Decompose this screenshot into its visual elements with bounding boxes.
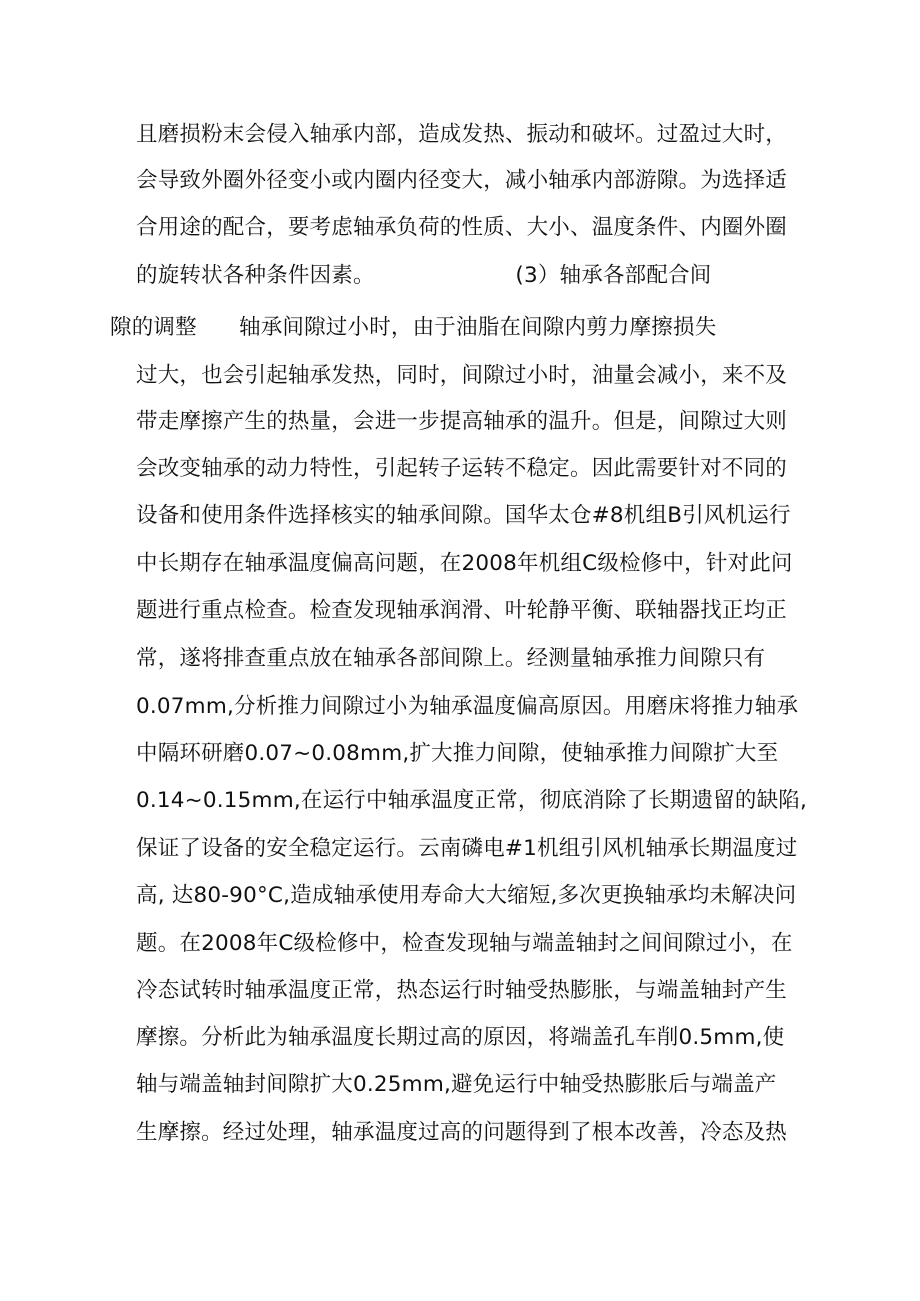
text-line-12: 常，遂将排查重点放在轴承各部间隙上。经测量轴承推力间隙只有	[136, 646, 766, 671]
text-line-5: 隙的调整 轴承间隙过小时，由于油脂在间隙内剪力摩擦损失	[110, 315, 717, 340]
text-line-6: 过大，也会引起轴承发热，同时，间隙过小时，油量会减小，来不及	[136, 363, 788, 388]
text-line-11: 题进行重点检查。检查发现轴承润滑、叶轮静平衡、联轴器找正均正	[136, 598, 788, 623]
text-line-13: 0.07mm,分析推力间隙过小为轴承温度偏高原因。用磨床将推力轴承	[136, 694, 799, 719]
text-line-2: 会导致外圈外径变小或内圈内径变大，减小轴承内部游隙。为选择适	[136, 168, 788, 193]
text-line-9: 设备和使用条件选择核实的轴承间隙。国华太仓#8机组B引风机运行	[136, 503, 791, 528]
text-line-15: 0.14~0.15mm,在运行中轴承温度正常，彻底消除了长期遗留的缺陷,	[136, 788, 808, 813]
text-line-10: 中长期存在轴承温度偏高问题，在2008年机组C级检修中，针对此问	[136, 551, 793, 576]
text-line-8: 会改变轴承的动力特性，引起转子运转不稳定。因此需要针对不同的	[136, 456, 788, 481]
text-line-22: 生摩擦。经过处理，轴承温度过高的问题得到了根本改善，冷态及热	[136, 1120, 788, 1145]
text-line-18: 题。在2008年C级检修中，检查发现轴与端盖轴封之间间隙过小，在	[136, 931, 793, 956]
text-line-21: 轴与端盖轴封间隙扩大0.25mm,避免运行中轴受热膨胀后与端盖产	[136, 1072, 777, 1097]
text-line-7: 带走摩擦产生的热量，会进一步提高轴承的温升。但是，间隙过大则	[136, 409, 788, 434]
text-line-17: 高, 达80-90°C,造成轴承使用寿命大大缩短,多次更换轴承均未解决问	[136, 883, 797, 908]
text-line-16: 保证了设备的安全稳定运行。云南磷电#1机组引风机轴承长期温度过	[136, 836, 798, 861]
text-line-1: 且磨损粉末会侵入轴承内部，造成发热、振动和破坏。过盈过大时，	[136, 122, 788, 147]
text-line-19: 冷态试转时轴承温度正常，热态运行时轴受热膨胀，与端盖轴封产生	[136, 978, 788, 1003]
text-line-3: 合用途的配合，要考虑轴承负荷的性质、大小、温度条件、内圈外圈	[136, 215, 788, 240]
text-line-14: 中隔环研磨0.07~0.08mm,扩大推力间隙，使轴承推力间隙扩大至	[136, 741, 779, 766]
text-line-20: 摩擦。分析此为轴承温度长期过高的原因，将端盖孔车削0.5mm,使	[136, 1025, 785, 1050]
text-line-4: 的旋转状各种条件因素。 (3）轴承各部配合间	[136, 263, 712, 288]
